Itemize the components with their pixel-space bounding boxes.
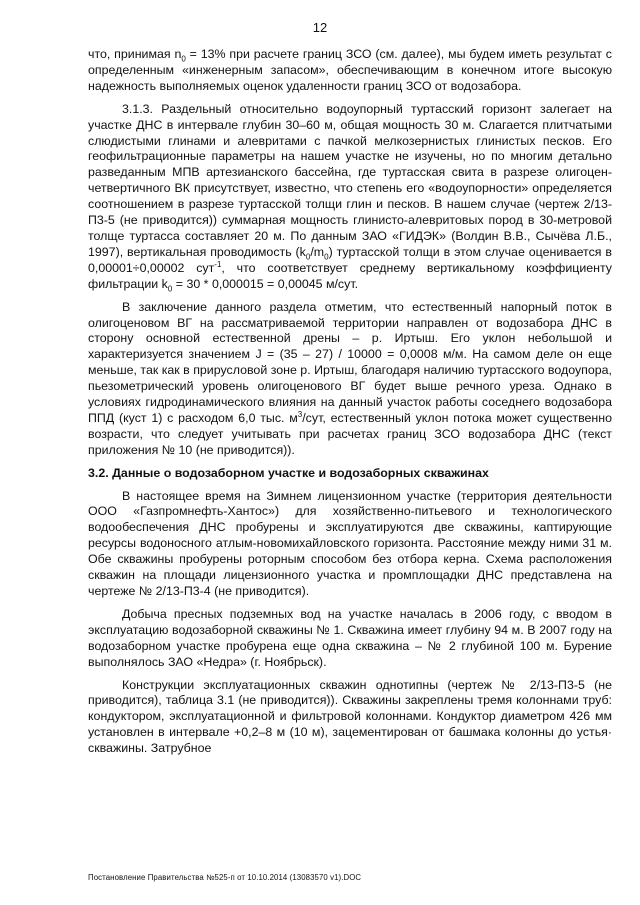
text-run: 3.1.3. Раздельный относительно водоупорный туртасский горизонт залегает на участке ДНС в интервале глубин 30–60 м, общая мощность 30 м. Слагается плитчатыми слюдистыми глинами и алевритами с пачкой мелкозернистых глинистых песков. Его геофильтрационные параметры на нашем участке не изучены, но по многим детально разведанным МПВ артезианского бассейна, где туртасская свита в разрезе олигоцен-четвертичного ВК присутствует, известно, что степень его «водоупорности» определяется соотношением в разрезе туртасской толщи глин и песков. В нашем случае (чертеж 2/13-П3-5 (не приводится)) суммарная мощность глинисто-алевритовых пород в 30-метровой толще туртасса составляет 20 м. По данным ЗАО «ГИДЭК» (Волдин В.В., Сычёва Л.Б., 1997), вертикальная проводимость (k <box>88 101 612 259</box>
text-run: В заключение данного раздела отметим, что естественный напорный поток в олигоценовом ВГ на рассматриваемой территории направлен от водозабора ДНС в сторону основной естественной дрены – р. Иртыш. Его уклон небольшой и характеризуется значением J = (35 – 27) / 10000 = 0,0008 м/м. На самом деле он еще меньше, так как в прирусловой зоне р. Иртыш, благодаря наличию туртасского водоупора, пьезометрический уровень олигоценового ВГ будет выше речного уреза. Однако в условиях гидродинамического влияния на данный участок работы соседнего водозабора ППД (куст 1) с расходом 6,0 тыс. м <box>88 299 612 425</box>
text-run: 3.2. Данные о водозаборном участке и водозаборных скважинах <box>88 465 489 480</box>
subscript: 0 <box>181 54 186 64</box>
text-run: /m <box>310 244 325 259</box>
paragraph-current-state <box>88 489 612 600</box>
text-run: = 30 * 0,000015 = 0,00045 м/сут. <box>172 276 359 291</box>
superscript: -1 <box>214 259 222 269</box>
subscript: 0 <box>167 284 173 294</box>
subscript: 0 <box>324 252 329 262</box>
paragraph-well-construction <box>88 678 612 758</box>
text-run: Конструкции эксплуатационных скважин однотипны (чертеж № 2/13-П3-5 (не приводится), таблица 3.1 (не приводится)). Скважины закреплены тремя колоннами труб: кондуктором, эксплуатационной и фильтровой колоннами. Кондуктор диаметром 426 мм установлен в интервале +0,2–8 м (10 м), зацементирован от башмака колонны до устья· скважины. Затрубное <box>88 677 612 756</box>
subscript: 0 <box>305 252 311 262</box>
paragraph-3-1-3 <box>88 102 612 293</box>
text-run: , что соответствует среднему вертикальному коэффициенту фильтрации k <box>88 260 612 291</box>
text-run: = 13% при расчете границ ЗСО (см. далее), мы будем иметь результат с определенным «инженерным запасом», обеспечивающим в конечном итоге высокую надежность выполняемых оценок удаленности границ ЗСО от водозабора. <box>88 47 612 93</box>
text-run: /сут, естественный уклон потока может существенно возрасти, что следует учитывать при расчетах границ ЗСО водозабора ДНС (текст приложения № 10 (не приводится)). <box>88 410 612 457</box>
paragraph-conclusion <box>88 300 612 459</box>
paragraph-production-history <box>88 607 612 671</box>
document-footer: Постановление Правительства №525-п от 10.10.2014 (13083570 v1).DOC <box>88 873 362 882</box>
superscript: 3 <box>297 409 303 419</box>
section-heading-3-2 <box>88 466 612 482</box>
text-run: ) туртасской толщи в этом случае оценивается в 0,00001÷0,00002 сут <box>88 244 612 275</box>
text-run: В настоящее время на Зимнем лицензионном участке (территория деятельности ООО «Газпромнефть-Хантос») для хозяйственно-питьевого и технологического водообеспечения ДНС пробурены и эксплуатируются две скважины, каптирующие ресурсы водоносного атлым-новомихайловского горизонта. Расстояние между ними 31 м. Обе скважины пробурены роторным способом без отбора керна. Схема расположения скважин на площади лицензионного участка и промплощадки ДНС представлена на чертеже № 2/13-П3-4 (не приводится). <box>88 488 612 598</box>
paragraph-intro <box>88 47 612 95</box>
document-body <box>88 47 612 764</box>
text-run: Добыча пресных подземных вод на участке началась в 2006 году, с вводом в эксплуатацию водозаборной скважины № 1. Скважина имеет глубину 94 м. В 2007 году на водозаборном участке пробурена еще одна скважина – № 2 глубиной 100 м. Бурение выполнялось ЗАО «Недра» (г. Ноябрьск). <box>88 606 612 669</box>
text-run: что, принимая n <box>88 47 182 61</box>
page-number: 12 <box>312 20 328 35</box>
